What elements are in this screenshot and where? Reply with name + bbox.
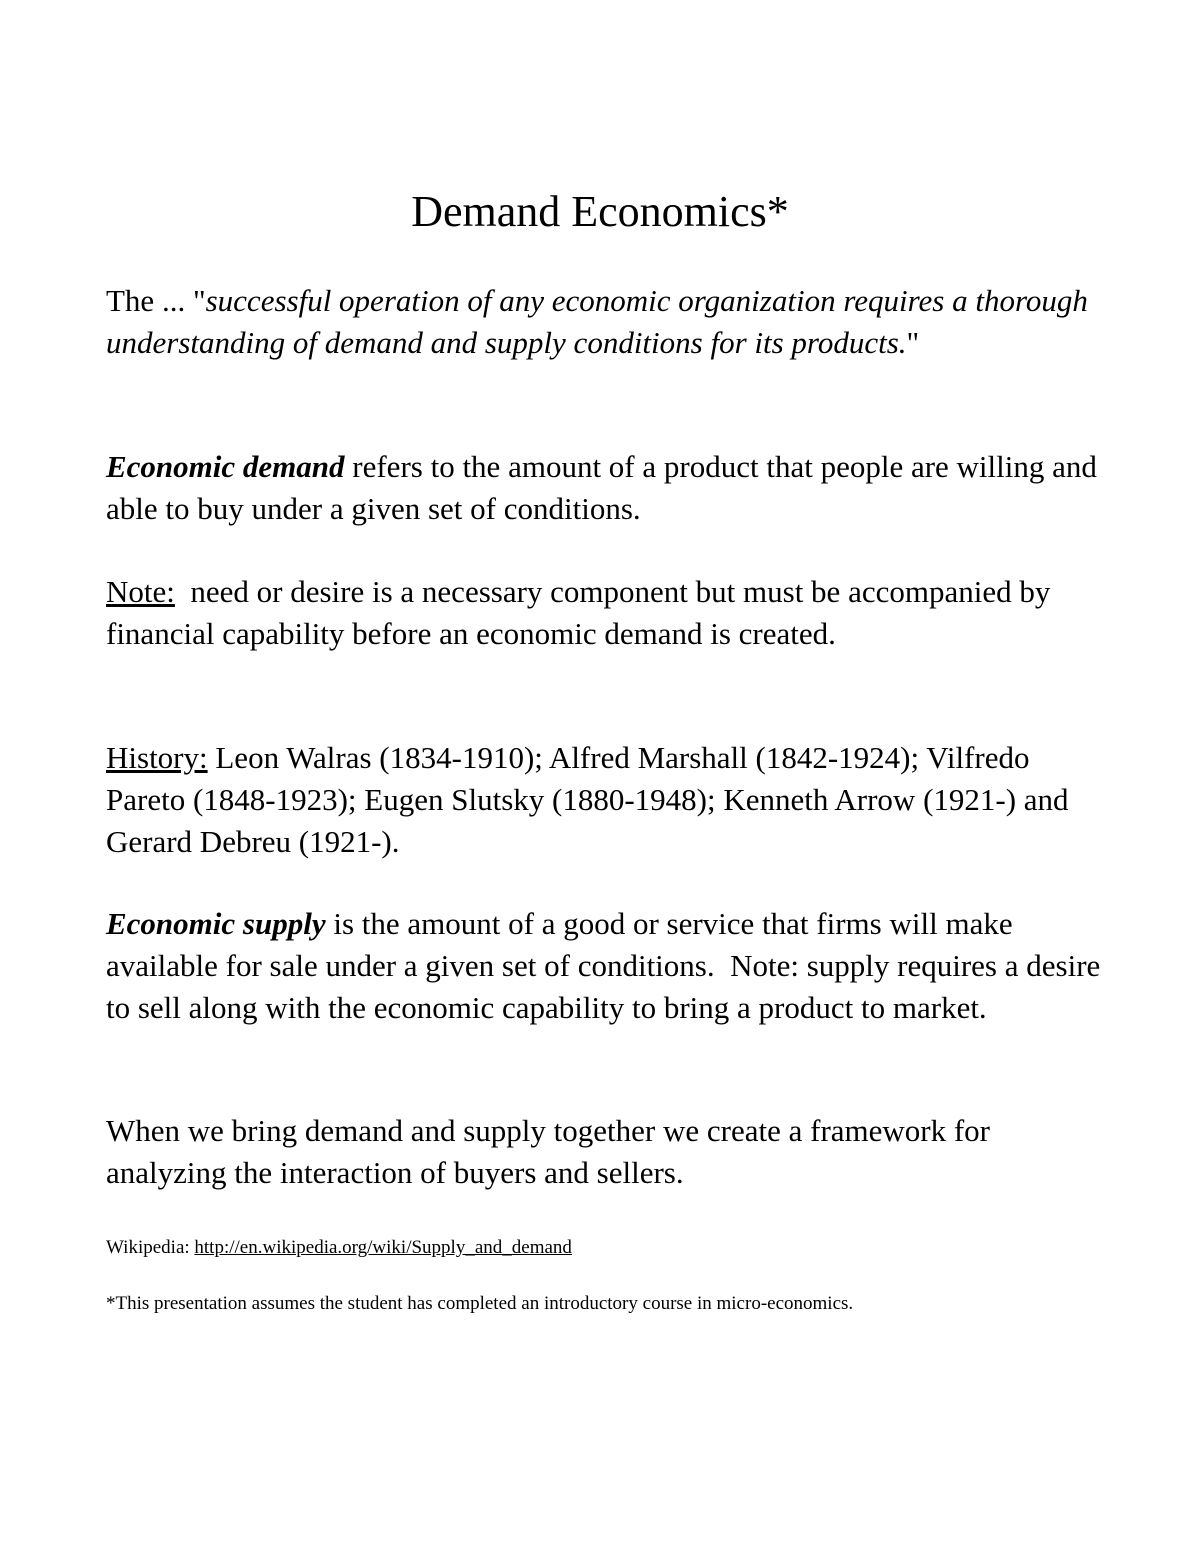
economic-supply-paragraph (106, 903, 1116, 1029)
wikipedia-label: Wikipedia: (106, 1237, 195, 1258)
wikipedia-reference (106, 1236, 1116, 1260)
wikipedia-link[interactable]: http://en.wikipedia.org/wiki/Supply_and_demand (194, 1237, 572, 1258)
footnote: *This presentation assumes the student has completed an introductory course in micro-economics. (106, 1293, 854, 1314)
note-paragraph (106, 571, 1116, 655)
economic-demand-text: refers to the amount of a product that people are willing and able to buy under a given set of conditions. (106, 449, 1097, 526)
quote-text: successful operation of any economic organization requires a thorough understanding of demand and supply conditions for its products. (106, 283, 1088, 360)
history-text: Leon Walras (1834-1910); Alfred Marshall (1842-1924); Vilfredo Pareto (1848-1923); Eugen Slutsky (1880-1948); Kenneth Arrow (1921-) and Gerard Debreu (1921-). (106, 740, 1069, 859)
note-text: need or desire is a necessary component but must be accompanied by financial capability before an economic demand is created. (106, 574, 1059, 651)
framework-paragraph: When we bring demand and supply together we create a framework for analyzing the interaction of buyers and sellers. (106, 1113, 990, 1190)
page-title: Demand Economics* (411, 187, 789, 236)
economic-demand-paragraph (106, 446, 1116, 530)
quote-lead: The ... " (106, 283, 206, 318)
quote-paragraph (106, 280, 1116, 364)
economic-supply-term: Economic supply (106, 906, 326, 941)
economic-demand-term: Economic demand (106, 449, 345, 484)
quote-close: " (906, 325, 920, 360)
note-label: Note: (106, 574, 175, 609)
history-label: History: (106, 740, 208, 775)
history-paragraph (106, 737, 1116, 863)
economic-supply-text: is the amount of a good or service that firms will make available for sale under a given set of conditions. Note: supply requires a desire to sell along with the economic capability to bring a product to market. (106, 906, 1109, 1025)
